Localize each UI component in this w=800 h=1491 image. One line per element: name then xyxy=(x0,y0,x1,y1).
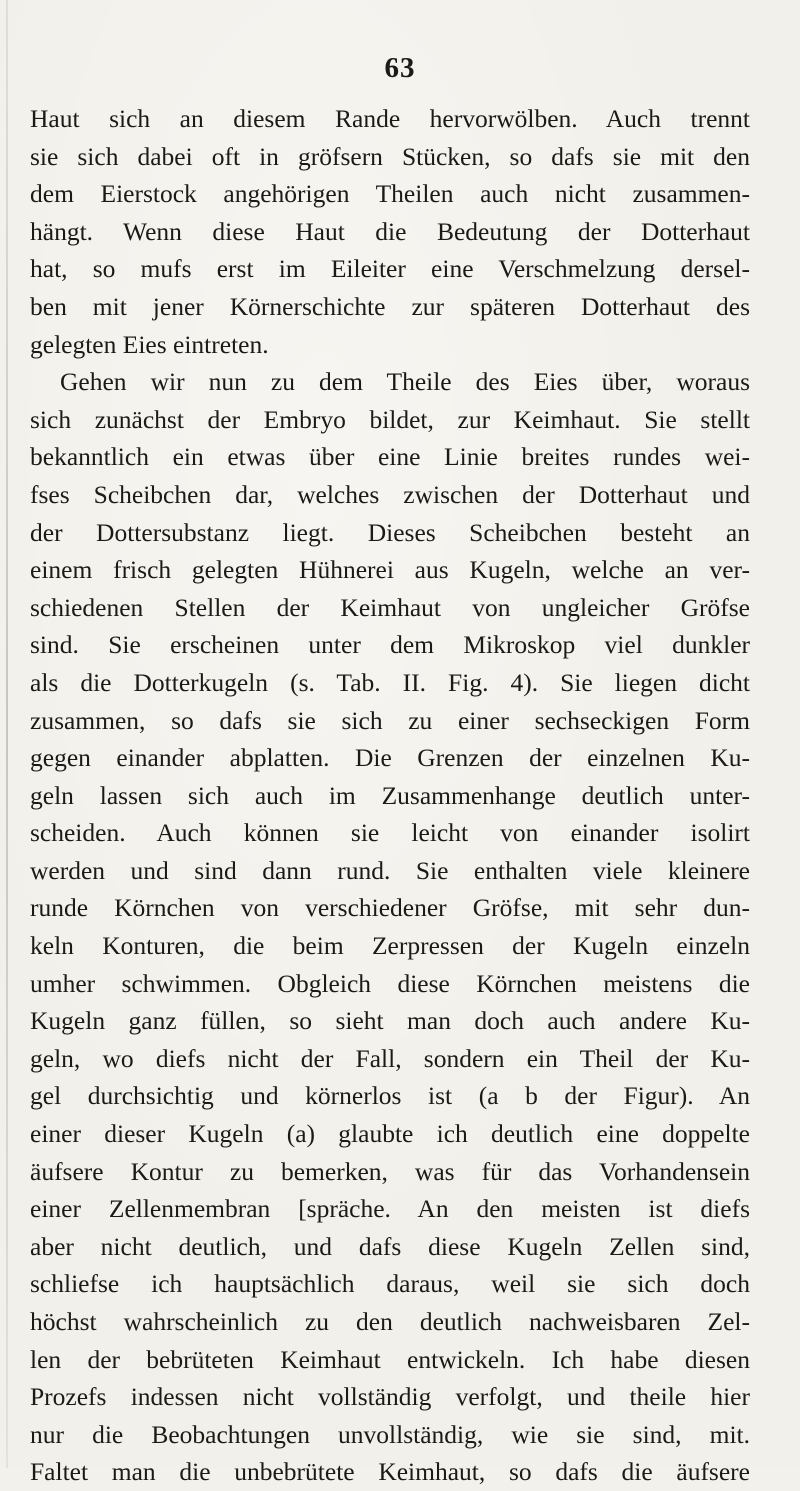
page-number: 63 xyxy=(384,52,416,84)
text-line: sie sich dabei oft in gröfsern Stücken, so dafs sie mit den xyxy=(30,141,750,171)
text-line: aber nicht deutlich, und dafs diese Kugeln Zellen sind, xyxy=(30,1231,750,1261)
text-line: hängt. Wenn diese Haut die Bedeutung der Dotterhaut xyxy=(30,216,750,246)
text-line: bekanntlich ein etwas über eine Linie breites rundes wei- xyxy=(30,442,750,472)
text-line: geln lassen sich auch im Zusammenhange deutlich unter- xyxy=(30,780,750,810)
text-line: gel durchsichtig und körnerlos ist (a b der Figur). An xyxy=(30,1081,750,1111)
text-line: sind. Sie erscheinen unter dem Mikroskop viel dunkler xyxy=(30,630,750,660)
text-line: höchst wahrscheinlich zu den deutlich nachweisbaren Zel- xyxy=(30,1307,750,1336)
text-line: werden und sind dann rund. Sie enthalten viele kleinere xyxy=(30,855,750,885)
text-line: gelegten Eies eintreten. xyxy=(30,329,269,359)
text-line: runde Körnchen von verschiedener Gröfse, mit sehr dun- xyxy=(30,893,750,923)
text-line: nur die Beobachtungen unvollständig, wie sie sind, mit. xyxy=(30,1419,750,1449)
text-line: als die Dotterkugeln (s. Tab. II. Fig. 4). Sie liegen dicht xyxy=(30,667,750,697)
text-line: einem frisch gelegten Hühnerei aus Kugeln, welche an ver- xyxy=(30,555,750,585)
text-line: Prozefs indessen nicht vollständig verfolgt, und theile hier xyxy=(30,1382,750,1412)
text-line: einer Zellenmembran [spräche. An den meisten ist diefs xyxy=(30,1194,750,1224)
text-line: dem Eierstock angehörigen Theilen auch nicht zusammen- xyxy=(30,179,750,209)
text-line: sich zunächst der Embryo bildet, zur Keimhaut. Sie stellt xyxy=(30,404,750,434)
text-line: scheiden. Auch können sie leicht von einander isolirt xyxy=(30,818,750,848)
text-line: einer dieser Kugeln (a) glaubte ich deutlich eine doppelte xyxy=(30,1119,750,1149)
text-line: fses Scheibchen dar, welches zwischen der Dotterhaut und xyxy=(30,479,750,509)
text-line: Gehen wir nun zu dem Theile des Eies über, woraus xyxy=(60,367,750,397)
text-line: äufsere Kontur zu bemerken, was für das Vorhandensein xyxy=(30,1156,750,1186)
text-line: schliefse ich hauptsächlich daraus, weil sie sich doch xyxy=(30,1269,750,1299)
text-line: geln, wo diefs nicht der Fall, sondern ein Theil der Ku- xyxy=(30,1043,750,1073)
page-edge-shadow xyxy=(6,0,8,1468)
text-line: der Dottersubstanz liegt. Dieses Scheibchen besteht an xyxy=(30,517,750,547)
text-line: zusammen, so dafs sie sich zu einer sechseckigen Form xyxy=(30,705,750,735)
text-line: Faltet man die unbebrütete Keimhaut, so dafs die äufsere xyxy=(30,1457,750,1487)
text-line: ben mit jener Körnerschichte zur späteren Dotterhaut des xyxy=(30,291,750,321)
text-line: schiedenen Stellen der Keimhaut von ungleicher Gröfse xyxy=(30,592,750,622)
text-line: Kugeln ganz füllen, so sieht man doch auch andere Ku- xyxy=(30,1006,750,1036)
text-line: len der bebrüteten Keimhaut entwickeln. Ich habe diesen xyxy=(30,1344,750,1374)
text-line: hat, so mufs erst im Eileiter eine Verschmelzung dersel- xyxy=(30,254,750,284)
text-line: Haut sich an diesem Rande hervorwölben. Auch trennt xyxy=(30,104,750,133)
text-line: gegen einander abplatten. Die Grenzen der einzelnen Ku- xyxy=(30,743,750,773)
text-line: umher schwimmen. Obgleich diese Körnchen meistens die xyxy=(30,968,750,998)
body-text xyxy=(30,100,750,1491)
text-line: keln Konturen, die beim Zerpressen der Kugeln einzeln xyxy=(30,931,750,961)
